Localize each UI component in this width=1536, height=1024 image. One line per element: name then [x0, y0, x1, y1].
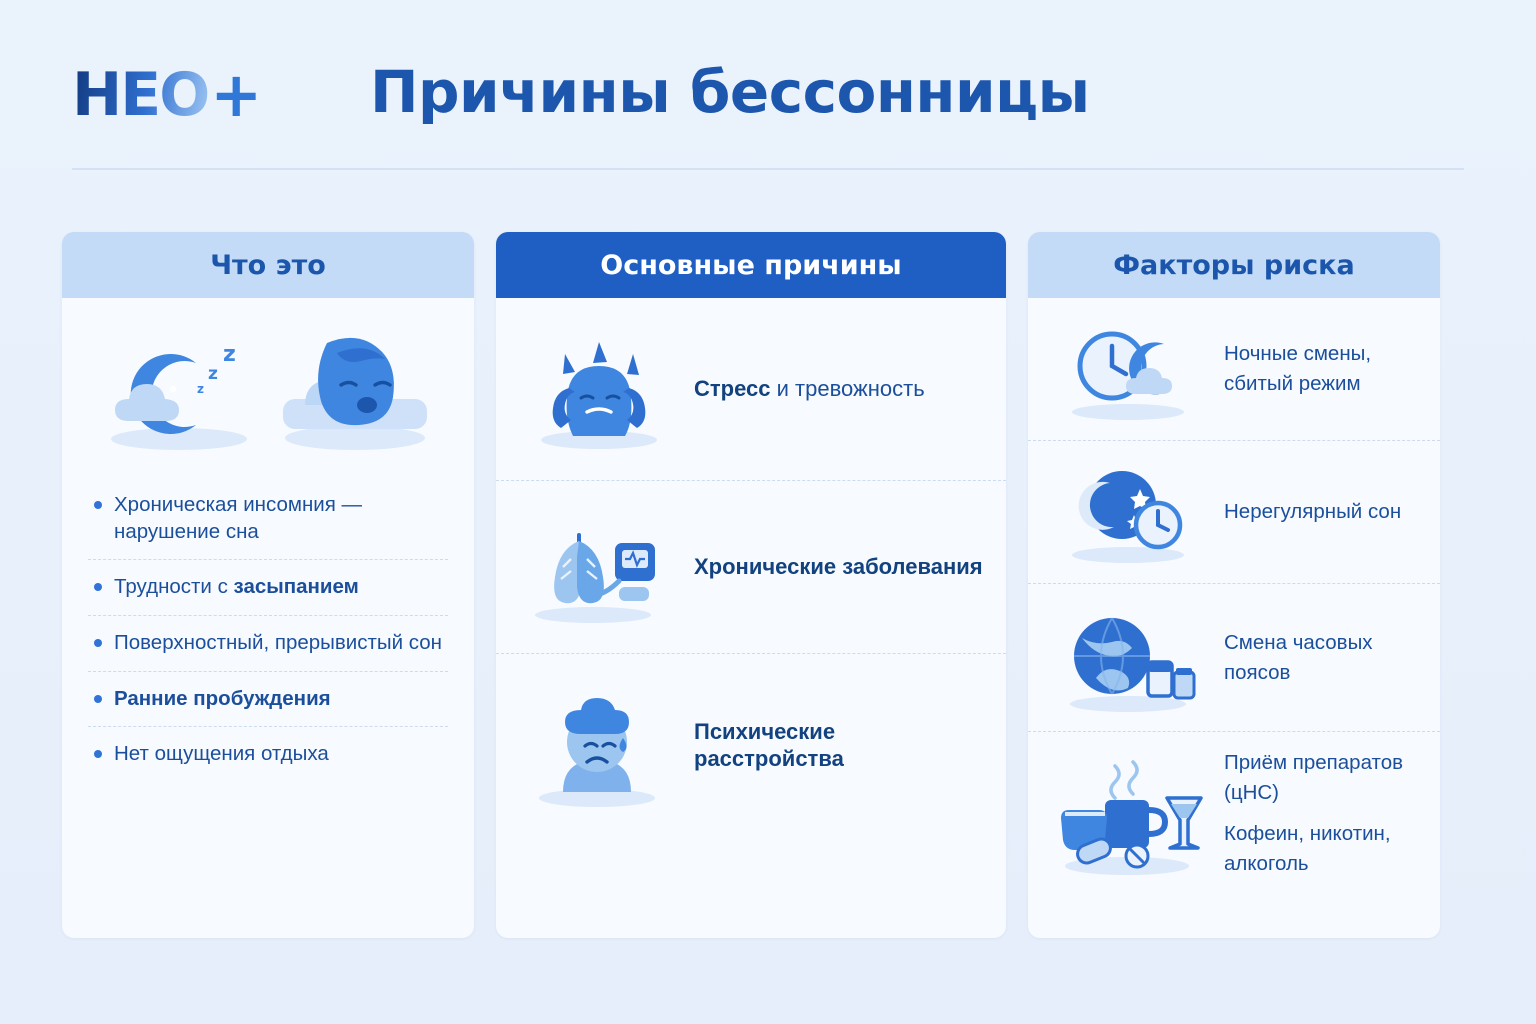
svg-text:z: z [223, 342, 236, 367]
bullet-dot-icon [94, 750, 102, 758]
stressed-head-icon [514, 324, 684, 454]
page-title: Причины бессонницы [370, 58, 1090, 126]
card-risk-factors [1028, 232, 1440, 938]
bullet-dot-icon [94, 695, 102, 703]
card-body-risk-factors [1028, 298, 1440, 938]
svg-text:z: z [197, 382, 204, 396]
cause-row [496, 654, 1006, 836]
svg-text:z: z [208, 364, 218, 384]
columns-container [62, 232, 1474, 938]
brand-logo [72, 58, 261, 131]
brand-logo-plus-icon: + [210, 58, 261, 131]
cause-label: Стресс и тревожность [694, 376, 925, 402]
globe-pills-icon [1040, 600, 1216, 715]
brand-logo-text: HEO [72, 60, 209, 130]
list-item [88, 672, 448, 728]
clock-moon-icon [1040, 314, 1216, 424]
risk-label: Нерегулярный сон [1224, 500, 1402, 524]
risk-label: Ночные смены, сбитый режим [1224, 342, 1372, 395]
list-item-label: Нет ощущения отдыха [114, 742, 329, 766]
cause-row [496, 298, 1006, 481]
page-header [0, 52, 1536, 160]
risk-label: Смена часовых поясов [1224, 630, 1373, 684]
moon-zzz-icon [101, 313, 271, 463]
risk-row [1028, 732, 1440, 895]
list-item [88, 560, 448, 616]
bullet-dot-icon [94, 501, 102, 509]
card-what-is-it [62, 232, 474, 938]
card-heading-main-causes: Основные причины [496, 232, 1006, 298]
list-item-label: Поверхностный, прерывистый сон [114, 630, 442, 654]
risk-label [1224, 748, 1424, 879]
cause-label: Хронические заболевания [694, 554, 983, 580]
list-item-label: Трудности с засыпанием [114, 575, 359, 599]
list-item [88, 727, 448, 782]
card-main-causes [496, 232, 1006, 938]
cause-label: Психические расстройства [694, 718, 844, 771]
list-item-label: Ранние пробуждения [114, 686, 331, 710]
hero-illustration [62, 298, 474, 478]
risk-row [1028, 584, 1440, 732]
list-item-label: Хроническая инсомния — нарушение сна [114, 493, 363, 543]
risk-label-main: Приём препаратов (цНС) [1224, 751, 1403, 804]
what-is-it-list [62, 478, 474, 782]
sad-face-cloud-icon [514, 680, 684, 810]
coffee-wine-pills-icon [1040, 748, 1216, 878]
risk-row [1028, 441, 1440, 584]
cause-row [496, 481, 1006, 654]
risk-label-sub: Кофеин, никотин, алкоголь [1224, 822, 1391, 876]
header-divider [72, 168, 1464, 170]
card-body-main-causes [496, 298, 1006, 938]
lungs-monitor-icon [514, 507, 684, 627]
sleeping-person-icon [275, 313, 435, 463]
risk-row [1028, 298, 1440, 441]
card-body-what-is-it [62, 298, 474, 938]
card-heading-risk-factors: Факторы риска [1028, 232, 1440, 298]
bullet-dot-icon [94, 639, 102, 647]
list-item [88, 616, 448, 672]
moon-stars-clock-icon [1040, 457, 1216, 567]
list-item [88, 478, 448, 560]
card-heading-what-is-it: Что это [62, 232, 474, 298]
bullet-dot-icon [94, 583, 102, 591]
